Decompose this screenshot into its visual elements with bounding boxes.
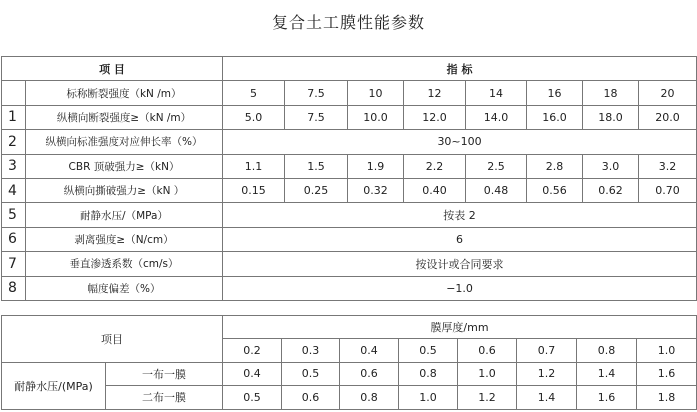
table-row: [2, 130, 697, 154]
table2-item-header: 项目: [2, 316, 223, 363]
row-value: 5.0: [223, 105, 285, 129]
row-value: 0.25: [285, 178, 348, 202]
thickness-value: 0.4: [340, 339, 399, 362]
row-number: 3: [2, 154, 26, 178]
row-merged-value: 6: [223, 227, 697, 251]
hydrostatic-table: [1, 315, 697, 410]
table2-header-row: [2, 316, 697, 339]
pressure-value: 0.8: [399, 362, 458, 385]
row-value: 0.40: [404, 178, 466, 202]
row-label: 幅度偏差（%）: [26, 276, 223, 300]
page-title: 复合土工膜性能参数: [271, 13, 425, 32]
spec-value: 18: [583, 81, 639, 105]
header-item: 项 目: [2, 57, 223, 81]
row-merged-value: 按设计或合同要求: [223, 252, 697, 276]
row-value: 14.0: [466, 105, 527, 129]
pressure-value: 1.4: [517, 386, 577, 409]
row-value: 0.15: [223, 178, 285, 202]
performance-table: [1, 56, 697, 301]
row-number: 6: [2, 227, 26, 251]
row-value: 18.0: [583, 105, 639, 129]
row-number: 5: [2, 203, 26, 227]
pressure-value: 1.8: [637, 386, 697, 409]
table-header-row: [2, 57, 697, 81]
row-merged-value: 30~100: [223, 130, 697, 154]
pressure-value: 1.0: [458, 362, 517, 385]
row-value: 1.5: [285, 154, 348, 178]
membrane-type-label: 一布一膜: [106, 362, 223, 385]
row-label: 纵横向标准强度对应伸长率（%）: [26, 130, 223, 154]
thickness-value: 1.0: [637, 339, 697, 362]
thickness-value: 0.7: [517, 339, 577, 362]
spec-row: [2, 81, 697, 105]
header-index: 指 标: [223, 57, 697, 81]
table-row: [2, 252, 697, 276]
table-row: [2, 276, 697, 300]
pressure-value: 1.6: [637, 362, 697, 385]
row-value: 2.8: [527, 154, 583, 178]
row-label: 纵横向断裂强度≥（kN /m）: [26, 105, 223, 129]
row-number: 1: [2, 105, 26, 129]
row-label: 垂直渗透系数（cm/s）: [26, 252, 223, 276]
pressure-value: 1.2: [458, 386, 517, 409]
pressure-value: 1.2: [517, 362, 577, 385]
table-row: [2, 227, 697, 251]
row-value: 10.0: [348, 105, 404, 129]
spec-value: 14: [466, 81, 527, 105]
row-value: 0.56: [527, 178, 583, 202]
row-value: 7.5: [285, 105, 348, 129]
table-row: [2, 203, 697, 227]
table2-row: [2, 362, 697, 385]
group-label: 耐静水压/(MPa): [2, 362, 106, 409]
spec-value: 5: [223, 81, 285, 105]
row-value: 2.5: [466, 154, 527, 178]
row-value: 0.32: [348, 178, 404, 202]
thickness-value: 0.3: [282, 339, 340, 362]
pressure-value: 0.8: [340, 386, 399, 409]
row-label: 耐静水压/（MPa）: [26, 203, 223, 227]
table-row: [2, 154, 697, 178]
spec-value: 20: [639, 81, 697, 105]
thickness-value: 0.8: [577, 339, 637, 362]
pressure-value: 0.6: [340, 362, 399, 385]
row-number: 4: [2, 178, 26, 202]
row-number: 7: [2, 252, 26, 276]
row-value: 3.2: [639, 154, 697, 178]
table2-row: [2, 386, 697, 409]
pressure-value: 1.4: [577, 362, 637, 385]
row-value: 16.0: [527, 105, 583, 129]
row-number: 8: [2, 276, 26, 300]
row-label: CBR 顶破强力≥（kN）: [26, 154, 223, 178]
pressure-value: 0.4: [223, 362, 282, 385]
row-label: 剥离强度≥（N/cm）: [26, 227, 223, 251]
table-row: [2, 105, 697, 129]
thickness-header: 膜厚度/mm: [223, 316, 697, 339]
table-row: [2, 178, 697, 202]
row-number: 2: [2, 130, 26, 154]
row-value: 1.9: [348, 154, 404, 178]
spec-value: 10: [348, 81, 404, 105]
pressure-value: 0.5: [282, 362, 340, 385]
pressure-value: 0.6: [282, 386, 340, 409]
thickness-value: 0.2: [223, 339, 282, 362]
row-merged-value: −1.0: [223, 276, 697, 300]
row-value: 20.0: [639, 105, 697, 129]
row-value: 12.0: [404, 105, 466, 129]
spec-value: 12: [404, 81, 466, 105]
thickness-value: 0.6: [458, 339, 517, 362]
pressure-value: 0.5: [223, 386, 282, 409]
pressure-value: 1.0: [399, 386, 458, 409]
spec-value: 16: [527, 81, 583, 105]
spec-value: 7.5: [285, 81, 348, 105]
row-value: 0.48: [466, 178, 527, 202]
pressure-value: 1.6: [577, 386, 637, 409]
row-value: 0.62: [583, 178, 639, 202]
row-value: 2.2: [404, 154, 466, 178]
row-value: 3.0: [583, 154, 639, 178]
row-value: 0.70: [639, 178, 697, 202]
thickness-value: 0.5: [399, 339, 458, 362]
spec-no: [2, 81, 26, 105]
row-value: 1.1: [223, 154, 285, 178]
row-label: 纵横向撕破强力≥（kN ）: [26, 178, 223, 202]
membrane-type-label: 二布一膜: [106, 386, 223, 409]
spec-label: 标称断裂强度（kN /m）: [26, 81, 223, 105]
row-merged-value: 按表 2: [223, 203, 697, 227]
